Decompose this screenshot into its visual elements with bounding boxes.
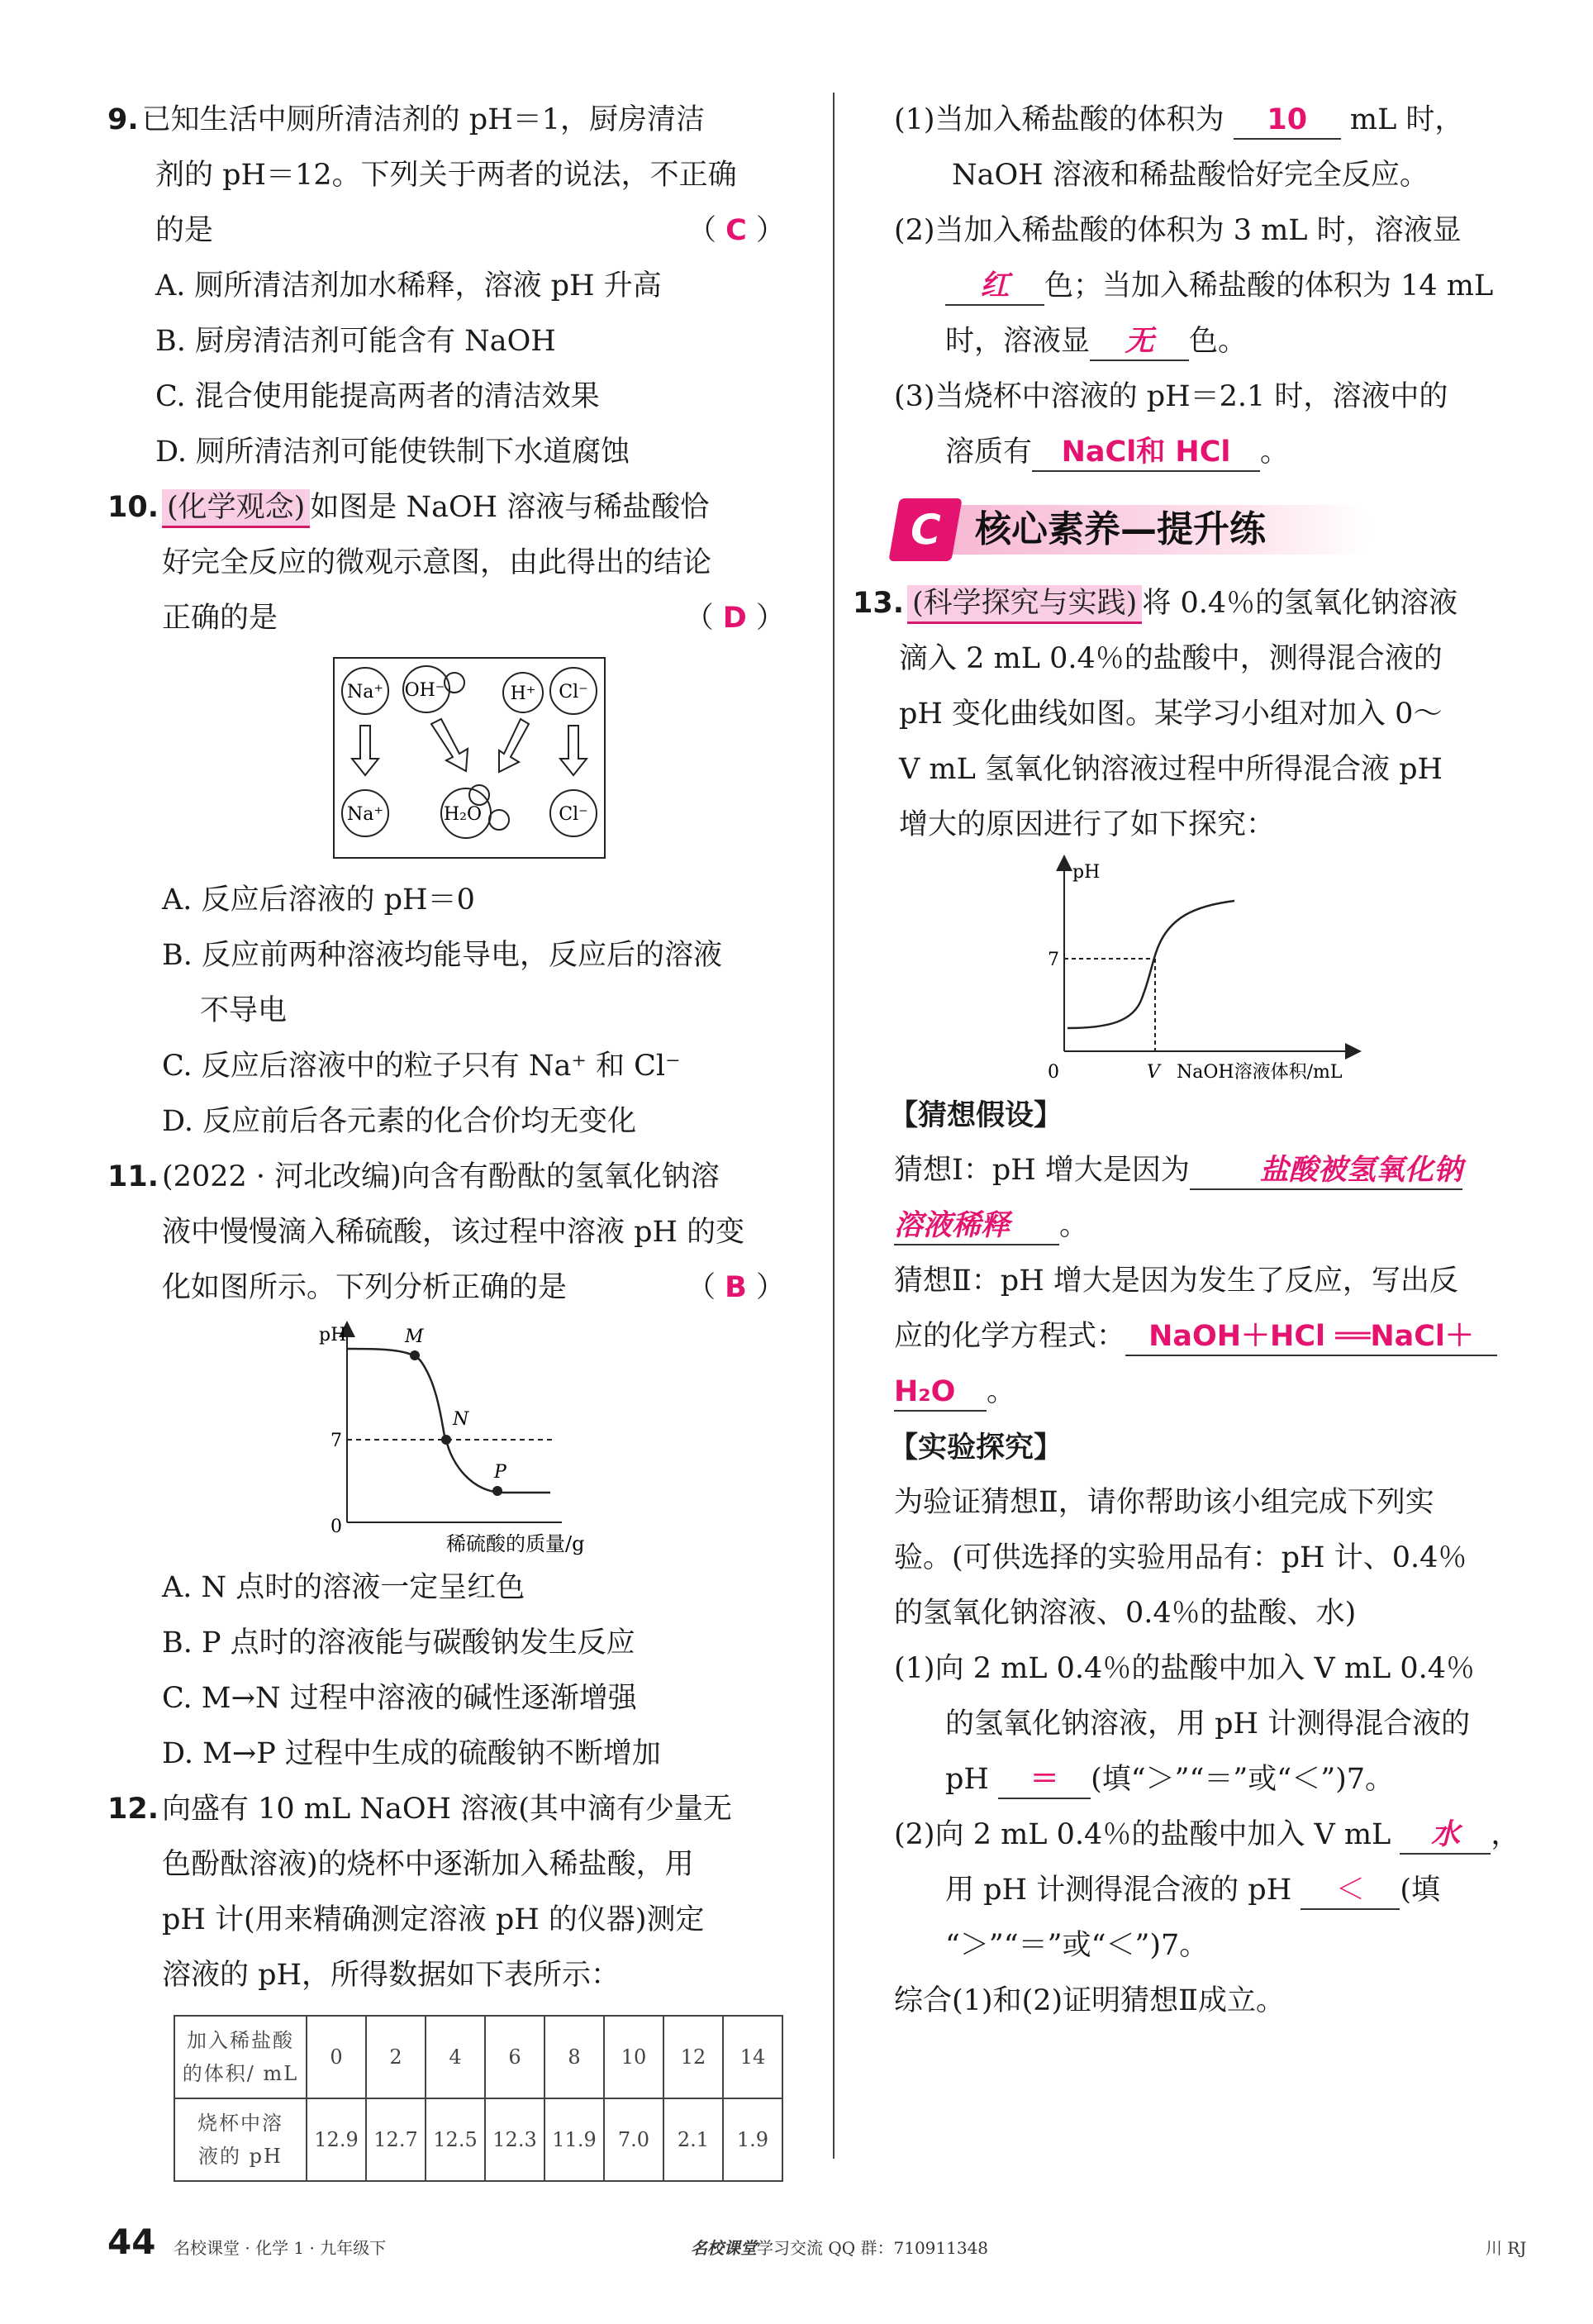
ph-graph-q13 xyxy=(894,853,1522,1088)
subquestion-text: (2)当加入稀盐酸的体积为 3 mL 时，溶液显 xyxy=(894,214,1462,247)
subquestion-text: NaOH 溶液和稀盐酸恰好完全反应。 xyxy=(952,159,1429,192)
question-text: 液中慢慢滴入稀硫酸，该过程中溶液 pH 的变 xyxy=(162,1216,745,1249)
row-header: 加入稀盐酸 的体积/ mL xyxy=(174,2016,307,2098)
answer-paren: （ C ） xyxy=(687,214,785,247)
y-axis-label: pH xyxy=(319,1325,347,1345)
table-cell: 14 xyxy=(723,2016,782,2098)
answer-blank: NaCl和 HCl xyxy=(1032,434,1260,472)
y-tick-7: 7 xyxy=(330,1431,342,1451)
question-text: 滴入 2 mL 0.4％的盐酸中，测得混合液的 xyxy=(899,642,1443,675)
point-m-label: M xyxy=(405,1326,424,1347)
section-letter: C xyxy=(888,498,962,561)
option-c: C. 混合使用能提高两者的清洁效果 xyxy=(155,380,600,413)
column-divider xyxy=(833,93,835,2159)
na-ion-label-after: Na⁺ xyxy=(347,804,383,825)
subquestion-text: (填“＞”“＝”或“＜”)7。 xyxy=(1091,1763,1395,1796)
subquestion-text: 色；当加入稀盐酸的体积为 14 mL xyxy=(1044,269,1494,302)
brand-text: 名校课堂学习交流 QQ 群：710911348 xyxy=(691,2238,989,2258)
section-heading: 【实验探究】 xyxy=(889,1431,1063,1464)
option-d: D. 反应前后各元素的化合价均无变化 xyxy=(162,1105,637,1138)
question-text: 如图是 NaOH 溶液与稀盐酸恰 xyxy=(310,491,710,524)
table-cell: 12.9 xyxy=(307,2098,366,2181)
cl-ion-label-after: Cl⁻ xyxy=(559,804,588,825)
answer-blank: 溶液稀释 xyxy=(894,1207,1059,1245)
brand-logo-text: 名校课堂 xyxy=(691,2238,757,2258)
question-text: 剂的 pH＝12。下列关于两者的说法，不正确 xyxy=(155,159,737,192)
point-p-label: P xyxy=(494,1462,506,1483)
question-10 xyxy=(107,480,785,1150)
question-text: 向盛有 10 mL NaOH 溶液(其中滴有少量无 xyxy=(162,1793,732,1826)
question-11 xyxy=(107,1150,785,1782)
question-text: 化如图所示。下列分析正确的是 xyxy=(162,1271,568,1304)
option-d: D. 厕所清洁剂可能使铁制下水道腐蚀 xyxy=(155,436,630,469)
table-cell: 2.1 xyxy=(663,2098,723,2181)
table-cell: 12 xyxy=(663,2016,723,2098)
table-cell: 12.7 xyxy=(366,2098,426,2181)
y-axis-label: pH xyxy=(1072,862,1101,883)
question-text: 应的化学方程式： xyxy=(894,1320,1126,1353)
answer-paren: （ B ） xyxy=(687,1271,785,1304)
table-cell: 1.9 xyxy=(723,2098,782,2181)
x-axis-label: 稀硫酸的质量/g xyxy=(446,1532,585,1555)
section-heading: 【猜想假设】 xyxy=(889,1098,1063,1132)
answer-letter: D xyxy=(722,602,747,635)
option-c: C. 反应后溶液中的粒子只有 Na⁺ 和 Cl⁻ xyxy=(162,1050,681,1083)
question-text: 。 xyxy=(1059,1209,1089,1242)
page-number: 44 xyxy=(107,2222,156,2262)
h-atom-circle xyxy=(445,673,464,693)
question-number: 9. xyxy=(107,103,139,136)
ph-curve xyxy=(1068,901,1234,1028)
option-d: D. M→P 过程中生成的硫酸钠不断增加 xyxy=(162,1737,661,1770)
question-tag: (科学探究与实践) xyxy=(907,585,1142,624)
origin-label: 0 xyxy=(1048,1062,1059,1083)
subquestion-text: ， xyxy=(1491,1818,1520,1851)
subquestion-text: pH xyxy=(945,1763,989,1796)
subquestion-text: (填 xyxy=(1400,1874,1441,1907)
subquestion-text: 的氢氧化钠溶液，用 pH 计测得混合液的 xyxy=(945,1707,1471,1741)
option-b-cont: 不导电 xyxy=(200,994,288,1027)
table-cell: 8 xyxy=(544,2016,604,2098)
question-number: 10. xyxy=(107,491,159,524)
ph-graph-q11 xyxy=(107,1316,785,1560)
subquestion-text: 溶质有 xyxy=(945,436,1033,469)
v-tick-label: V xyxy=(1147,1062,1160,1083)
ph-curve xyxy=(347,1349,550,1493)
question-number: 13. xyxy=(853,587,905,620)
answer-blank: 10 xyxy=(1234,102,1341,140)
option-a: A. 厕所清洁剂加水稀释，溶液 pH 升高 xyxy=(155,269,662,302)
answer-letter: C xyxy=(725,214,747,247)
question-text: 正确的是 xyxy=(162,602,278,635)
option-b: B. P 点时的溶液能与碳酸钠发生反应 xyxy=(162,1626,635,1660)
table-cell: 2 xyxy=(366,2016,426,2098)
oh-ion-label: OH⁻ xyxy=(404,680,445,701)
table-cell: 12.5 xyxy=(426,2098,485,2181)
page-footer xyxy=(0,2222,1593,2271)
data-table-wrap xyxy=(107,2015,785,2182)
table-cell: 4 xyxy=(426,2016,485,2098)
table-cell: 6 xyxy=(485,2016,544,2098)
option-a: A. 反应后溶液的 pH＝0 xyxy=(162,883,475,917)
water-label: H₂O xyxy=(443,804,483,825)
question-text: 溶液的 pH，所得数据如下表所示： xyxy=(162,1959,621,1992)
question-text: 色酚酞溶液)的烧杯中逐渐加入稀盐酸，用 xyxy=(162,1848,694,1881)
question-number: 12. xyxy=(107,1793,159,1826)
option-a: A. N 点时的溶液一定呈红色 xyxy=(162,1571,525,1604)
question-text: 猜想Ⅰ：pH 增大是因为 xyxy=(894,1154,1190,1187)
section-c-header xyxy=(894,495,1522,569)
table-row xyxy=(174,2016,782,2098)
question-9 xyxy=(107,93,785,480)
question-13 xyxy=(853,576,1522,2029)
option-b: B. 厨房清洁剂可能含有 NaOH xyxy=(155,325,556,358)
answer-letter: B xyxy=(725,1271,747,1304)
answer-blank: 水 xyxy=(1400,1817,1491,1855)
question-text: 将 0.4％的氢氧化钠溶液 xyxy=(1142,587,1458,620)
subquestion-text: 色。 xyxy=(1189,325,1248,358)
question-text: V mL 氢氧化钠溶液过程中所得混合液 pH xyxy=(899,753,1443,786)
subquestion-text: mL 时， xyxy=(1349,103,1464,136)
option-c: C. M→N 过程中溶液的碱性逐渐增强 xyxy=(162,1682,637,1715)
h-ion-label: H⁺ xyxy=(510,683,536,704)
origin-label: 0 xyxy=(330,1517,342,1537)
answer-blank: 盐酸被氢氧化钠 xyxy=(1190,1152,1462,1190)
answer-blank: 红 xyxy=(945,268,1044,306)
point-n xyxy=(441,1435,451,1445)
arrow-oh xyxy=(431,719,468,771)
question-text: 猜想Ⅱ：pH 增大是因为发生了反应，写出反 xyxy=(894,1264,1458,1298)
subquestion-text: 用 pH 计测得混合液的 pH xyxy=(945,1874,1292,1907)
option-b: B. 反应前两种溶液均能导电，反应后的溶液 xyxy=(162,939,722,972)
table-row xyxy=(174,2098,782,2181)
arrow-h xyxy=(499,719,529,772)
subquestion-text: (3)当烧杯中溶液的 pH＝2.1 时，溶液中的 xyxy=(894,380,1448,413)
question-text: (2022 · 河北改编)向含有酚酞的氢氧化钠溶 xyxy=(162,1160,720,1193)
answer-blank: 无 xyxy=(1090,323,1189,361)
question-text: 。 xyxy=(987,1375,1016,1408)
answer-paren: （ D ） xyxy=(684,602,785,635)
question-text: pH 变化曲线如图。某学习小组对加入 0～ xyxy=(899,698,1443,731)
subquestion-text: (1)当加入稀盐酸的体积为 xyxy=(894,103,1224,136)
arrow-down-na xyxy=(352,726,378,775)
subquestion-text: (2)向 2 mL 0.4％的盐酸中加入 V mL xyxy=(894,1818,1391,1851)
y-tick-7: 7 xyxy=(1048,950,1059,970)
answer-blank: ＝ xyxy=(998,1761,1091,1799)
section-title: 核心素养—提升练 xyxy=(975,508,1266,550)
point-n-label: N xyxy=(453,1409,469,1430)
micro-diagram xyxy=(107,651,785,866)
book-title: 名校课堂 · 化学 1 · 九年级下 xyxy=(174,2238,387,2258)
question-text: 好完全反应的微观示意图，由此得出的结论 xyxy=(162,546,712,579)
data-table xyxy=(174,2015,783,2182)
answer-blank: H₂O xyxy=(894,1374,987,1412)
point-m xyxy=(410,1350,420,1360)
cl-ion-label: Cl⁻ xyxy=(559,682,588,702)
question-text: 的是 xyxy=(155,214,214,247)
question-text: 的氢氧化钠溶液、0.4％的盐酸、水) xyxy=(894,1597,1357,1630)
question-text: 已知生活中厕所清洁剂的 pH＝1，厨房清洁 xyxy=(141,103,705,136)
table-cell: 12.3 xyxy=(485,2098,544,2181)
point-p xyxy=(492,1486,502,1496)
subquestion-text: (1)向 2 mL 0.4％的盐酸中加入 V mL 0.4％ xyxy=(894,1652,1476,1685)
x-axis-label: NaOH溶液体积/mL xyxy=(1177,1062,1343,1083)
question-tag: (化学观念) xyxy=(162,489,310,528)
table-cell: 10 xyxy=(604,2016,663,2098)
table-cell: 0 xyxy=(307,2016,366,2098)
question-text: 验。(可供选择的实验用品有：pH 计、0.4％ xyxy=(894,1541,1467,1574)
answer-blank: ＜ xyxy=(1301,1872,1400,1910)
table-cell: 7.0 xyxy=(604,2098,663,2181)
right-column xyxy=(853,93,1522,2029)
conclusion-text: 综合(1)和(2)证明猜想Ⅱ成立。 xyxy=(894,1984,1285,2017)
na-ion-label: Na⁺ xyxy=(347,682,383,702)
question-text: pH 计(用来精确测定溶液 pH 的仪器)测定 xyxy=(162,1903,705,1936)
arrow-down-cl xyxy=(560,726,587,775)
subquestion-text: 。 xyxy=(1260,436,1290,469)
question-text: 为验证猜想Ⅱ，请你帮助该小组完成下列实 xyxy=(894,1486,1434,1519)
question-12 xyxy=(107,1782,785,2182)
table-cell: 11.9 xyxy=(544,2098,604,2181)
subquestion-text: 时，溶液显 xyxy=(945,325,1091,358)
question-text: 增大的原因进行了如下探究： xyxy=(899,808,1276,841)
answer-blank: NaOH＋HCl ══NaCl＋ xyxy=(1125,1318,1497,1356)
question-number: 11. xyxy=(107,1160,159,1193)
edition-label: 川 RJ xyxy=(1486,2238,1527,2258)
left-column xyxy=(107,93,785,2182)
water-h-atom-top xyxy=(469,785,489,805)
subquestion-text: “＞”“＝”或“＜”)7。 xyxy=(945,1929,1209,1962)
row-header: 烧杯中溶 液的 pH xyxy=(174,2098,307,2181)
water-h-atom-right xyxy=(489,810,509,830)
